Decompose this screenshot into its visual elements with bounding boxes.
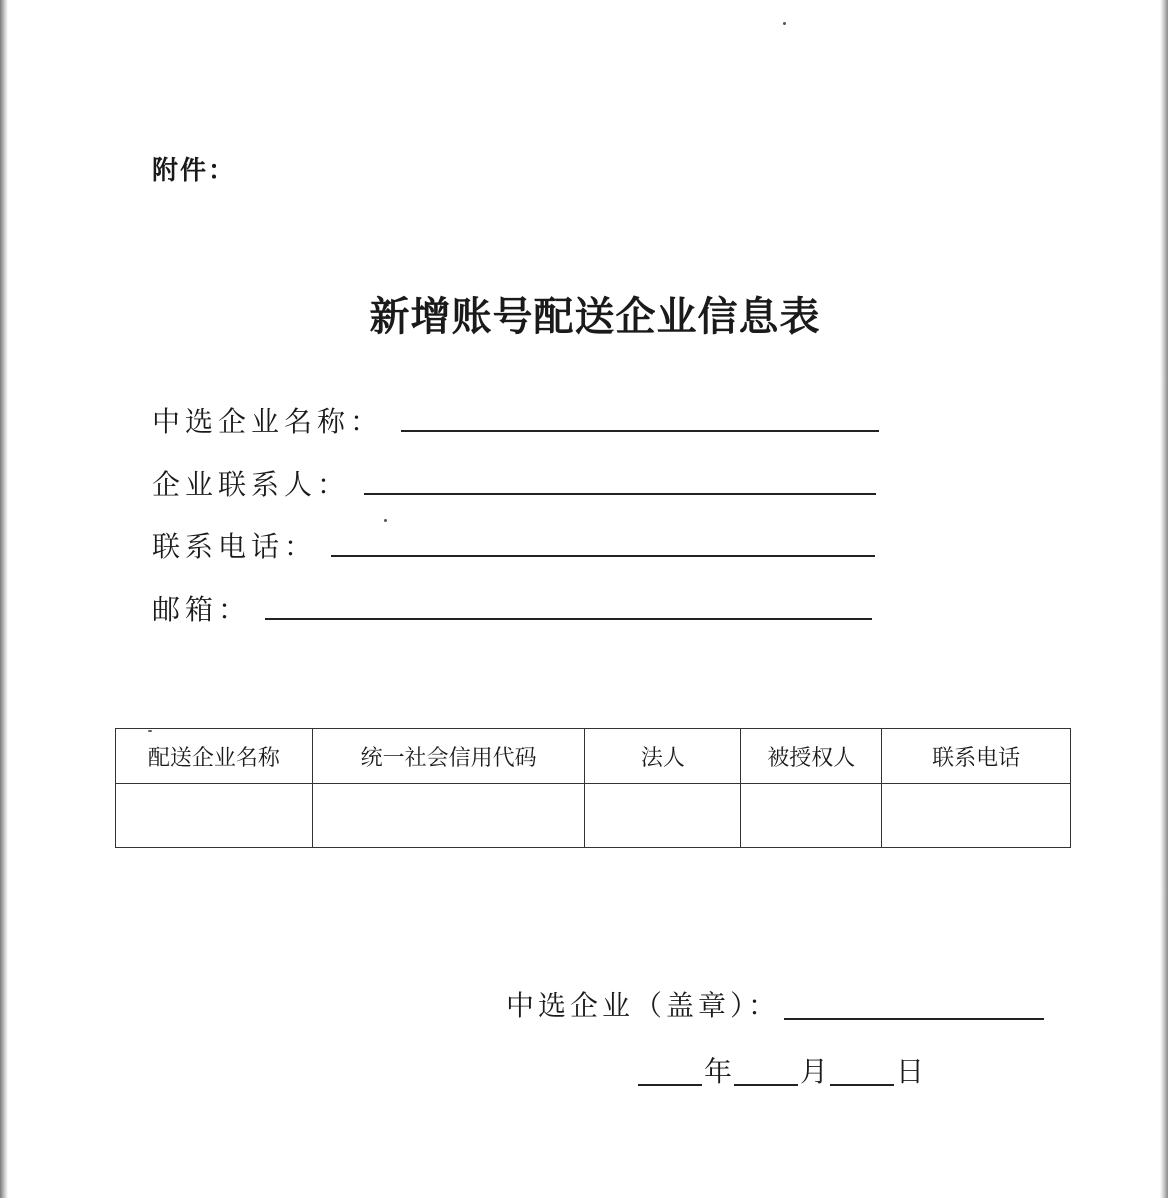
company-name-label: 中选企业名称： (152, 405, 384, 438)
scan-speck (783, 22, 786, 25)
cell-distributor-name[interactable] (116, 784, 313, 848)
email-field[interactable] (152, 586, 872, 626)
company-name-blank[interactable] (401, 430, 879, 432)
seal-label: 中选企业（盖章）： (506, 989, 781, 1022)
table-row (116, 784, 1071, 848)
cell-credit-code[interactable] (312, 784, 585, 848)
phone-field[interactable] (152, 523, 875, 563)
year-label: 年 (704, 1055, 733, 1088)
email-blank[interactable] (265, 618, 872, 620)
day-blank[interactable] (830, 1084, 894, 1086)
scan-edge-left (0, 0, 8, 1198)
cell-legal-person[interactable] (585, 784, 741, 848)
table-header-row (116, 729, 1071, 784)
seal-blank[interactable] (784, 1018, 1044, 1020)
cell-contact-phone[interactable] (882, 784, 1071, 848)
header-contact-phone: 联系电话 (882, 729, 1071, 784)
attachment-label: 附件： (152, 156, 237, 186)
contact-person-label: 企业联系人： (152, 468, 351, 501)
cell-authorized-person[interactable] (741, 784, 882, 848)
contact-person-blank[interactable] (364, 493, 876, 495)
email-label: 邮箱： (152, 593, 252, 626)
page-title: 新增账号配送企业信息表 (369, 293, 821, 340)
scan-speck (384, 519, 387, 522)
month-label: 月 (800, 1055, 829, 1088)
header-credit-code: 统一社会信用代码 (312, 729, 585, 784)
scan-edge-right (1160, 0, 1168, 1198)
header-authorized-person: 被授权人 (741, 729, 882, 784)
seal-field[interactable] (506, 984, 1044, 1024)
date-field[interactable] (638, 1050, 926, 1090)
phone-label: 联系电话： (152, 530, 318, 563)
day-label: 日 (896, 1055, 925, 1088)
header-legal-person: 法人 (585, 729, 741, 784)
company-name-field[interactable] (152, 398, 879, 438)
year-blank[interactable] (638, 1084, 702, 1086)
month-blank[interactable] (734, 1084, 798, 1086)
header-distributor-name: 配送企业名称 (116, 729, 313, 784)
distributor-info-table (115, 728, 1071, 848)
phone-blank[interactable] (331, 555, 875, 557)
contact-person-field[interactable] (152, 461, 876, 501)
